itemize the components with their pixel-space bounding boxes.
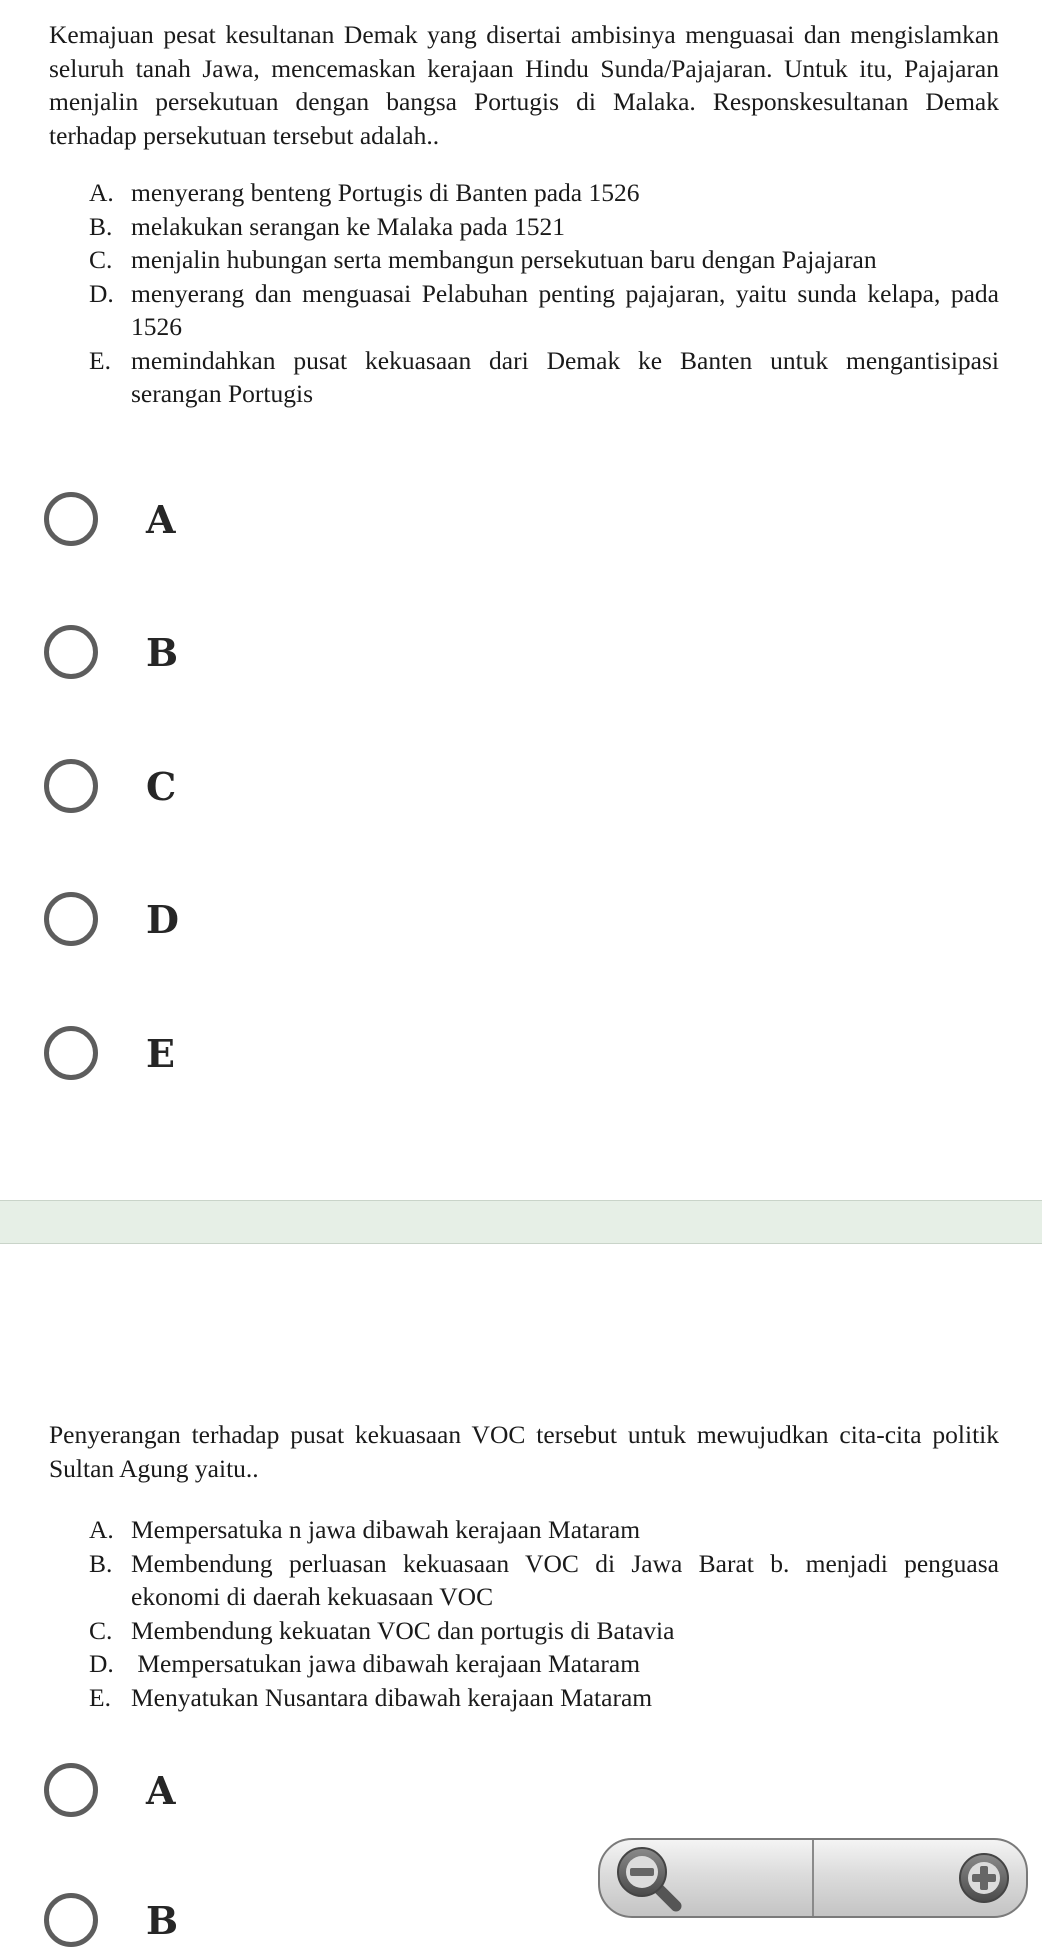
radio-button[interactable] — [44, 1763, 98, 1817]
question-separator — [0, 1200, 1042, 1244]
zoom-control — [598, 1838, 1028, 1918]
answer-choice-b[interactable] — [44, 620, 644, 684]
answer-choice-a[interactable] — [44, 487, 644, 551]
question-2 — [49, 1418, 999, 1714]
option-text: Membendung perluasan kekuasaan VOC di Jawa Barat b. menjadi penguasa ekonomi di daerah kekuasaan VOC — [131, 1548, 999, 1611]
question-1-text: Kemajuan pesat kesultanan Demak yang disertai ambisinya menguasai dan mengislamkan seluruh tanah Jawa, mencemaskan kerajaan Hindu Sunda/Pajajaran. Untuk itu, Pajajaran menjalin persekutuan dengan bangsa Portugis di Malaka. Responskesultanan Demak terhadap persekutuan tersebut adalah.. — [49, 20, 999, 150]
option-letter: D. — [89, 1649, 114, 1678]
radio-button[interactable] — [44, 1893, 98, 1947]
zoom-in-button[interactable] — [814, 1840, 1026, 1916]
zoom-out-button[interactable] — [600, 1840, 812, 1916]
answer-choice-d[interactable] — [44, 887, 644, 951]
option-text: Membendung kekuatan VOC dan portugis di Batavia — [131, 1615, 675, 1645]
option-item — [89, 344, 999, 411]
zoom-out-icon — [614, 1844, 682, 1912]
option-text: Menyatukan Nusantara dibawah kerajaan Mataram — [131, 1682, 653, 1712]
option-text: Mempersatukan jawa dibawah kerajaan Mataram — [131, 1649, 641, 1678]
answer-label: A — [146, 496, 176, 542]
answer-choice-b[interactable] — [44, 1888, 644, 1952]
answer-label: D — [146, 896, 179, 942]
option-text: melakukan serangan ke Malaka pada 1521 — [131, 211, 566, 241]
option-letter: C. — [89, 245, 113, 274]
option-item — [89, 1614, 999, 1648]
answer-label: B — [146, 629, 179, 675]
option-letter: B. — [89, 1548, 113, 1578]
question-2-options — [89, 1513, 999, 1714]
answer-choice-c[interactable] — [44, 754, 644, 818]
option-letter: C. — [89, 1615, 113, 1645]
option-item — [89, 176, 999, 210]
option-letter: E. — [89, 1682, 111, 1712]
option-text: menyerang benteng Portugis di Banten pada 1526 — [131, 178, 640, 207]
answer-choice-e[interactable] — [44, 1021, 644, 1085]
radio-button[interactable] — [44, 492, 98, 546]
option-letter: A. — [89, 1515, 114, 1544]
answer-label: C — [146, 763, 177, 809]
option-item — [89, 277, 999, 344]
option-letter: E. — [89, 345, 111, 375]
option-item — [89, 210, 999, 244]
option-text: menjalin hubungan serta membangun persekutuan baru dengan Pajajaran — [131, 245, 877, 274]
radio-button[interactable] — [44, 892, 98, 946]
answer-choice-a[interactable] — [44, 1758, 644, 1822]
option-item — [89, 1647, 999, 1681]
option-item — [89, 1513, 999, 1547]
option-letter: B. — [89, 211, 113, 241]
question-1 — [49, 18, 999, 411]
option-letter: A. — [89, 178, 114, 207]
radio-button[interactable] — [44, 759, 98, 813]
option-item — [89, 243, 999, 277]
option-text: memindahkan pusat kekuasaan dari Demak ke Banten untuk mengantisipasi serangan Portugis — [131, 345, 999, 408]
question-1-options — [89, 176, 999, 411]
radio-button[interactable] — [44, 625, 98, 679]
radio-button[interactable] — [44, 1026, 98, 1080]
zoom-in-icon — [956, 1850, 1012, 1906]
option-text: menyerang dan menguasai Pelabuhan penting pajajaran, yaitu sunda kelapa, pada 1526 — [131, 278, 999, 341]
option-text: Mempersatuka n jawa dibawah kerajaan Mataram — [131, 1515, 641, 1544]
option-letter: D. — [89, 278, 114, 308]
option-item — [89, 1547, 999, 1614]
question-2-text: Penyerangan terhadap pusat kekuasaan VOC tersebut untuk mewujudkan cita-cita politik Sultan Agung yaitu.. — [49, 1420, 999, 1483]
answer-label: E — [146, 1030, 175, 1076]
answer-label: A — [146, 1767, 176, 1813]
answer-label: B — [146, 1897, 179, 1943]
option-item — [89, 1681, 999, 1715]
